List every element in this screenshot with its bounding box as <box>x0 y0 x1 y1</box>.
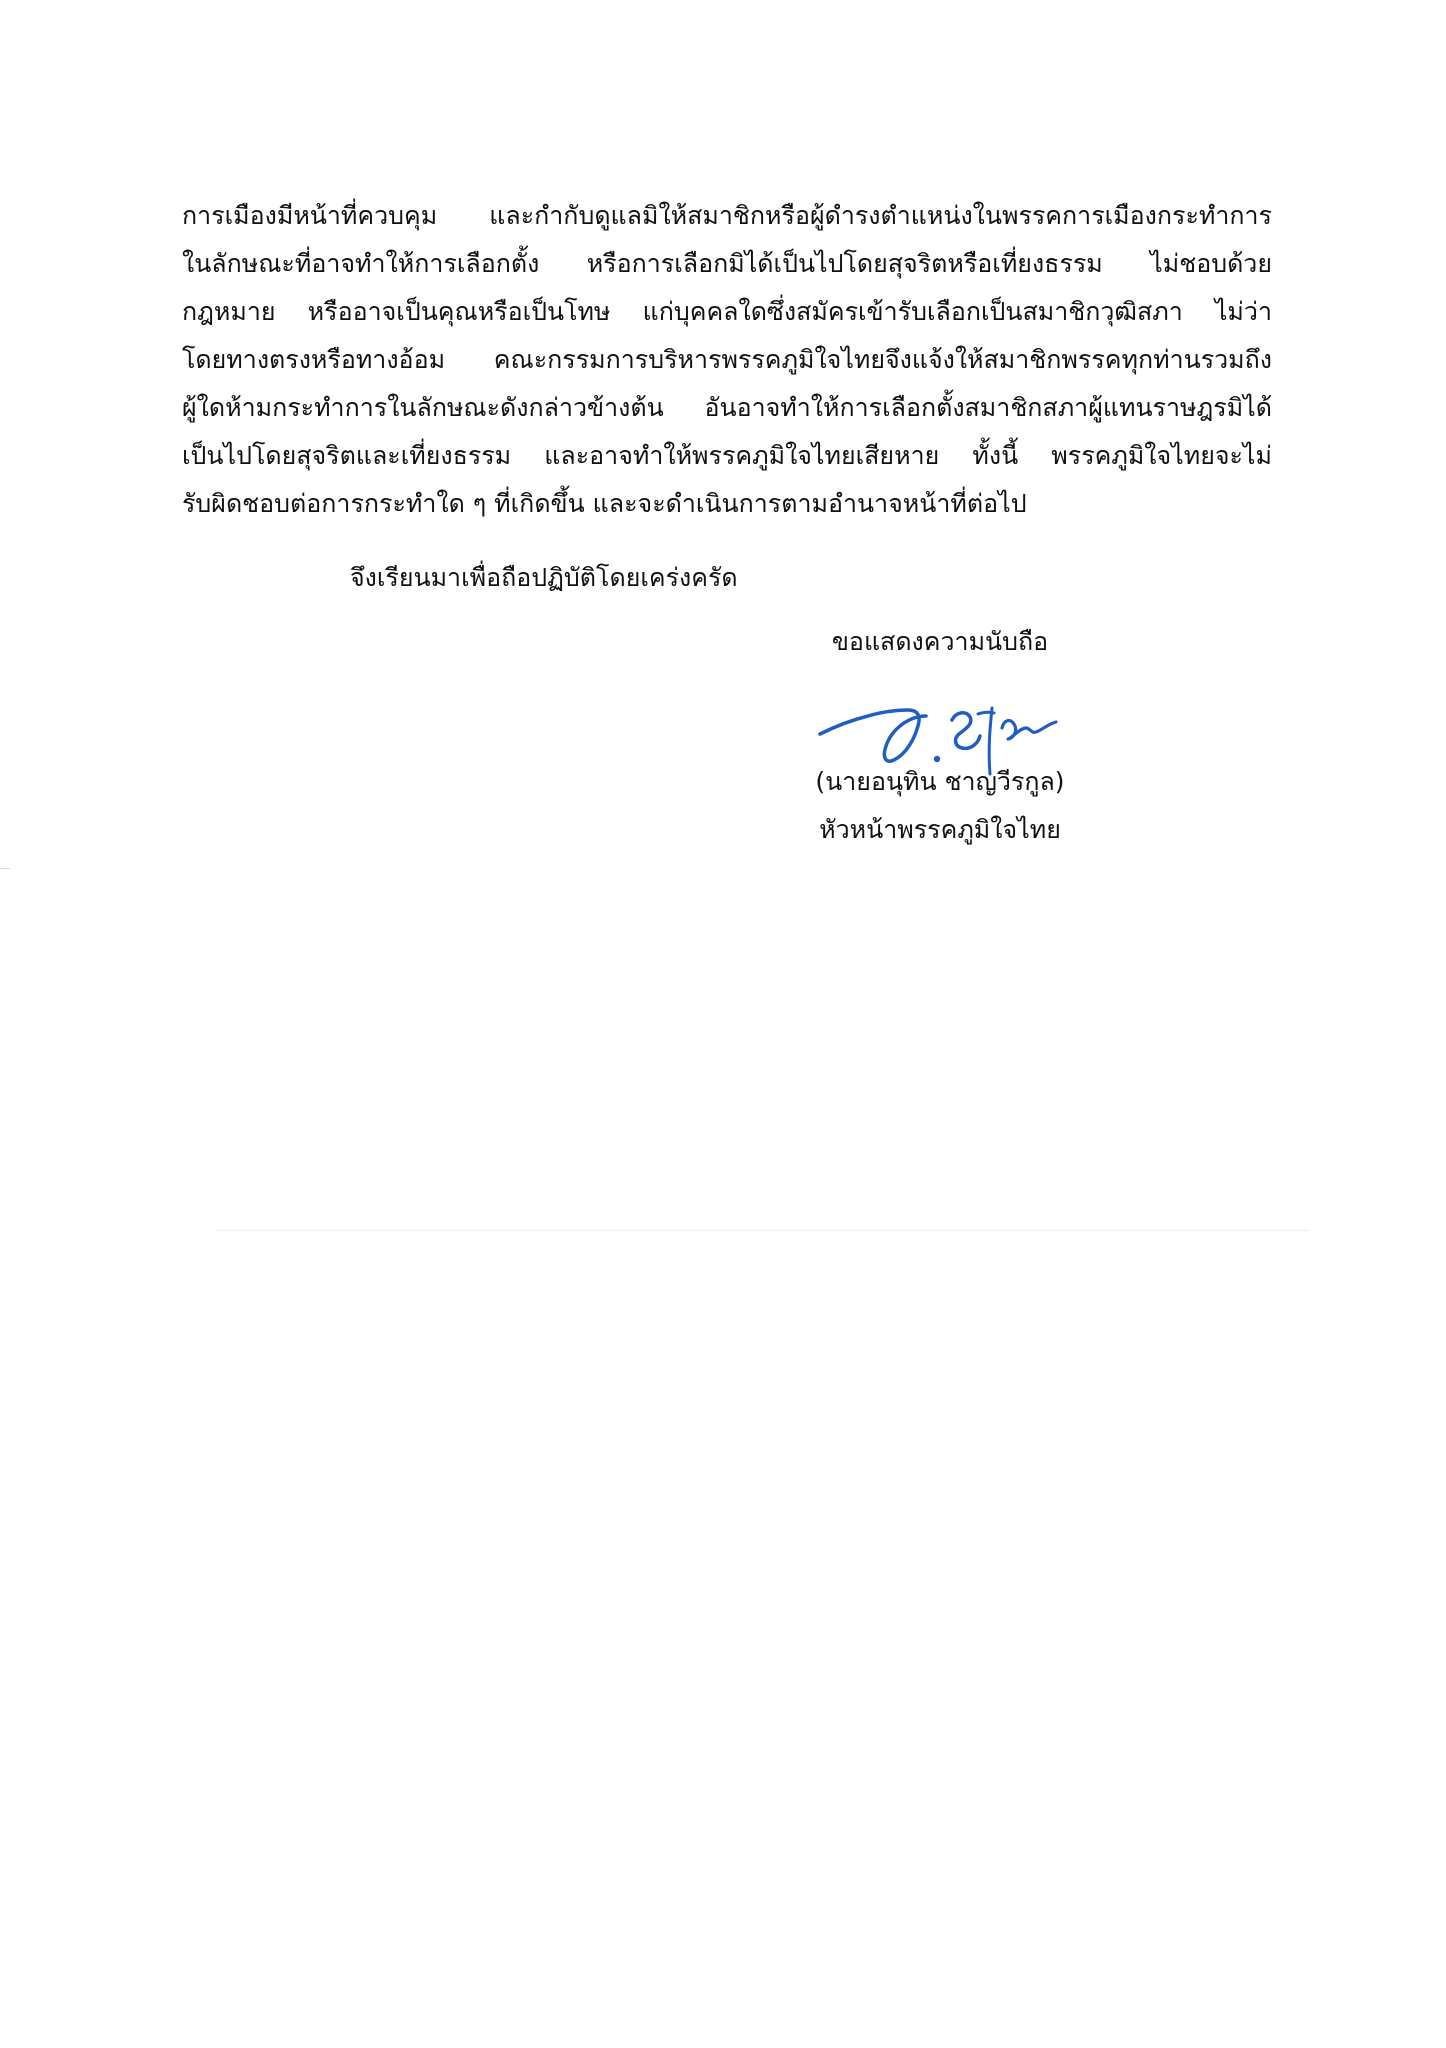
signatory-name: (นายอนุทิน ชาญวีรกูล) <box>815 767 1065 796</box>
complimentary-close: ขอแสดงความนับถือ <box>831 627 1049 656</box>
body-line-4: โดยทางตรงหรือทางอ้อม คณะกรรมการบริหารพรรคภูมิใจไทยจึงแจ้งให้สมาชิกพรรคทุกท่านรวมถึง <box>182 345 1272 374</box>
closing-sentence: จึงเรียนมาเพื่อถือปฏิบัติโดยเคร่งครัด <box>350 563 738 592</box>
scan-edge-mark <box>0 868 10 869</box>
body-line-5: ผู้ใดห้ามกระทำการในลักษณะดังกล่าวข้างต้น อันอาจทำให้การเลือกตั้งสมาชิกสภาผู้แทนราษฎรมิได้ <box>182 393 1272 422</box>
body-line-7: รับผิดชอบต่อการกระทำใด ๆ ที่เกิดขึ้น และจะดำเนินการตามอำนาจหน้าที่ต่อไป <box>182 489 1027 518</box>
body-line-6: เป็นไปโดยสุจริตและเที่ยงธรรม และอาจทำให้พรรคภูมิใจไทยเสียหาย ทั้งนี้ พรรคภูมิใจไทยจะไม่ <box>182 441 1272 470</box>
body-line-2: ในลักษณะที่อาจทำให้การเลือกตั้ง หรือการเลือกมิได้เป็นไปโดยสุจริตหรือเที่ยงธรรม ไม่ชอบด้วย <box>182 249 1272 278</box>
body-line-1: การเมืองมีหน้าที่ควบคุม และกำกับดูแลมิให้สมาชิกหรือผู้ดำรงตำแหน่งในพรรคการเมืองกระทำการ <box>182 201 1272 230</box>
faint-divider <box>215 1230 1310 1231</box>
signature-block <box>780 620 1100 860</box>
body-line-3: กฎหมาย หรืออาจเป็นคุณหรือเป็นโทษ แก่บุคคลใดซึ่งสมัครเข้ารับเลือกเป็นสมาชิกวุฒิสภา ไม่ว่า <box>182 297 1272 326</box>
signatory-position: หัวหน้าพรรคภูมิใจไทย <box>819 815 1061 844</box>
letter-body <box>182 192 1272 528</box>
